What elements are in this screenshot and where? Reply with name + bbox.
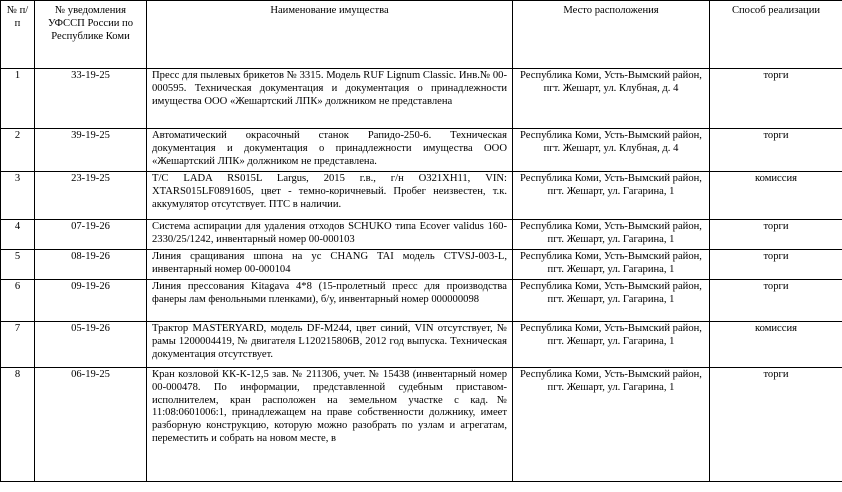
cell-location: Республика Коми, Усть-Вымский район, пгт. Жешарт, ул. Гагарина, 1 [513,249,710,279]
header-name: Наименование имущества [147,1,513,69]
table-row [1,321,842,367]
header-location: Место расположения [513,1,710,69]
cell-location: Республика Коми, Усть-Вымский район, пгт. Жешарт, ул. Клубная, д. 4 [513,129,710,172]
cell-method: комиссия [710,321,842,367]
cell-location: Республика Коми, Усть-Вымский район, пгт. Жешарт, ул. Гагарина, 1 [513,367,710,481]
cell-num: 4 [1,219,35,249]
cell-method: торги [710,249,842,279]
cell-name: Кран козловой КК-К-12,5 зав. № 211306, учет. № 15438 (инвентарный номер 00-000478. По информации, представленной судебным приставом-исполнителем, кран расположен на земельном участке с кад.№ 11:08:0601006:1, принадлежащем на праве собственности должнику, имеет разборную конструкцию, которую можно разобрать по узлам и агрегатам, переместить и собрать на новом месте, в [147,367,513,481]
cell-num: 7 [1,321,35,367]
table-row [1,171,842,219]
cell-name: Линия прессования Kitagava 4*8 (15-пролетный пресс для производства фанеры лам фенольными пленками), б/у, инвентарный номер 000000098 [147,279,513,321]
cell-notice: 07-19-26 [35,219,147,249]
cell-location: Республика Коми, Усть-Вымский район, пгт. Жешарт, ул. Гагарина, 1 [513,321,710,367]
table-row [1,69,842,129]
header-method: Способ реализации [710,1,842,69]
cell-location: Республика Коми, Усть-Вымский район, пгт. Жешарт, ул. Гагарина, 1 [513,171,710,219]
cell-name: Автоматический окрасочный станок Рапидо-250-6. Техническая документация и документация о принадлежности имущества ООО «Жешартский ЛПК» должником не представлена. [147,129,513,172]
cell-method: торги [710,69,842,129]
table-row [1,219,842,249]
cell-name: Пресс для пылевых брикетов № 3315. Модель RUF Lignum Classic. Инв.№ 00-000595. Техническая документация и документация о принадлежности имущества ООО «Жешартский ЛПК» должником не представлена [147,69,513,129]
cell-notice: 39-19-25 [35,129,147,172]
cell-name: Линия сращивания шпона на ус CHANG TAI модель CTVSJ-003-L, инвентарный номер 00-000104 [147,249,513,279]
cell-notice: 06-19-25 [35,367,147,481]
cell-notice: 08-19-26 [35,249,147,279]
cell-location: Республика Коми, Усть-Вымский район, пгт. Жешарт, ул. Клубная, д. 4 [513,69,710,129]
cell-location: Республика Коми, Усть-Вымский район, пгт. Жешарт, ул. Гагарина, 1 [513,219,710,249]
table-row [1,279,842,321]
cell-notice: 05-19-26 [35,321,147,367]
cell-num: 5 [1,249,35,279]
cell-num: 1 [1,69,35,129]
cell-num: 2 [1,129,35,172]
cell-num: 6 [1,279,35,321]
header-row [1,1,842,69]
table-row [1,129,842,172]
cell-method: торги [710,219,842,249]
cell-notice: 23-19-25 [35,171,147,219]
cell-method: торги [710,367,842,481]
cell-method: торги [710,129,842,172]
table-row [1,249,842,279]
header-num: № п/п [1,1,35,69]
cell-num: 3 [1,171,35,219]
cell-location: Республика Коми, Усть-Вымский район, пгт. Жешарт, ул. Гагарина, 1 [513,279,710,321]
cell-name: Трактор MASTERYARD, модель DF-M244, цвет синий, VIN отсутствует, № рамы 1200004419, № двигателя L120215806B, 2012 год выпуска. Техническая документация отсутствует. [147,321,513,367]
cell-name: Система аспирации для удаления отходов SCHUKO типа Ecover validus 160-2330/25/1242, инвентарный номер 00-000103 [147,219,513,249]
header-notice: № уведомления УФССП России по Республике Коми [35,1,147,69]
cell-num: 8 [1,367,35,481]
cell-notice: 09-19-26 [35,279,147,321]
cell-method: торги [710,279,842,321]
cell-method: комиссия [710,171,842,219]
table-row [1,367,842,481]
cell-name: Т/С LADA RS015L Largus, 2015 г.в., г/н О321ХН11, VIN: XTARS015LF0891605, цвет - темно-коричневый. Пробег неизвестен, т.к. аккумулятор отсутствует. ПТС в наличии. [147,171,513,219]
cell-notice: 33-19-25 [35,69,147,129]
